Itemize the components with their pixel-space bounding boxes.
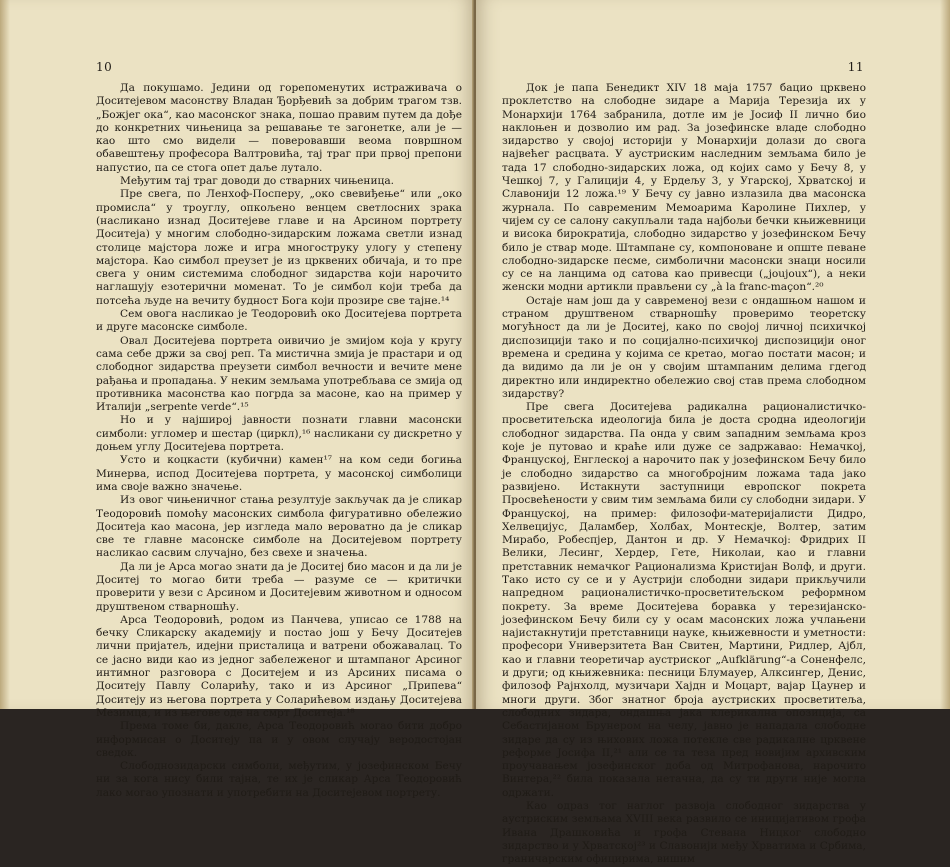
left-paragraph-4: Сем овога насликао је Теодоровић око Доситејева портрета и друге масонске симболе.	[96, 308, 462, 334]
right-paragraph-1: Док је папа Бенедикт XIV 18 маја 1757 бацио црквено проклетство на слободне зидаре а Марија Терезија их у Монархији 1764 забранила, дотле им је Јосиф II лично био наклоњен и дозволио им рад. За јозефинске владе слободно зидарство у својој историји у Монархији долази до свога највећег расцвата. У аустриским наследним земљама било је тада 17 слободно-зидарских ложа, од којих само у Бечу 8, у Чешкој 7, у Галицији 4, у Ердељу 3, у Угарској, Хрватској и Славонији 12 ложа.¹⁹ У Бечу су јавно излазила два масонска журнала. По савременим Мемоарима Каролине Пихлер, у чијем су се салону сакупљали тада најбољи бечки књижевници и висока бирократија, слободно зидарство у јозефинском Бечу било је ствар моде. Штампане су, компоноване и опште певане слободно-зидарске песме, симболични масонски знаци носили су се на ланцима од сатова као привесци („joujoux“), а неки женски модни артикли прављени су „à la franc-maçon“.²⁰	[502, 82, 866, 294]
left-paragraph-8: Из овог чињеничног стања резултује закључак да је сликар Теодоровић помоћу масонских симбола фигуративно обележио Доситеја као масона, јер изгледа мало вероватно да је сликар све те главне масонске симболе на Доситејевом портрету насликао сасвим случајно, без свехе и значења.	[96, 494, 462, 560]
left-paragraph-9: Да ли је Арса могао знати да је Доситеј био масон и да ли је Доситеј то могао бити треба — разуме се — критички проверити у вези с Арсином и Доситејевим животном и односом друштвеном стварношћу.	[96, 560, 462, 613]
left-page-edge	[0, 0, 10, 709]
left-page-text	[96, 82, 462, 800]
right-page	[476, 0, 950, 866]
left-paragraph-5: Овал Доситејева портрета оивичио је змијом која у кругу сама себе држи за свој реп. Та мистична змија је прастари и од слободног зидарства преузети симбол вечности и вечите мене рађања и пропадања. У неким земљама употребљава се змија од противника масонства као погрда за масоне, као на пример у Италији „serpente verde“.¹⁵	[96, 334, 462, 414]
left-page	[0, 0, 474, 799]
left-paragraph-1: Да покушамо. Једини од горепоменутих истраживача о Доситејевом масонству Владан Ђорђевић за добрим трагом тзв. „Божјег ока“, као масонског знака, пошао правим путем да дође до конкретних чињеница за решавање те загонетке, али је — као што смо видели — поверовавши веома површном обавештењу професора Валтровића, тај траг при првој препони напустио, па се стога опет даље лутало.	[96, 82, 462, 174]
right-paragraph-3: Пре свега Доситејева радикална рационалистичко-просветитељска идеологија била је доста сродна идеологији слободног зидарства. Па онда у свим западним земљама кроз које је путовао и краће или дуже се задржавао: Немачкој, Француској, Енглеској а нарочито пак у јозефинском Бечу било је слободно зидарство са многобројним ложама тада јако развијено. Истакнути заступници европског покрета Просвећености у свим тим земљама били су слободни зидари. У Француској, на пример: филозофи-материјалисти Дидро, Хелвецијус, Даламбер, Холбах, Монтескје, Волтер, затим Мирабо, Робеспјер, Дантон и др. У Немачкој: Фридрих II Велики, Лесинг, Хердер, Гете, Николаи, као и главни претставник немачког Рационализма Кристијан Волф, и други. Тако исто су се и у Аустрији слободни зидари прикључили напредном рационалистичко-просветитељском реформном покрету. За време Доситејева боравка у терезијанско-јозефинском Бечу били су у осам масонских ложа учлањени најистакнутији претставници науке, књижевности и уметности: професори Универзитета Ван Свитен, Мартини, Ридлер, Ајбл, као и главни теоретичар аустриског „Aufklärung“-а Соненфелс, и други; од књижевника: песници Блумауер, Алксингер, Денис, филозоф Рајнхолд, музичари Хајдн и Моцарт, вајар Цаунер и многи други. Због знатног броја аустриских просветитеља, слободних зидара, ондашња јака клерикална опозиција, са Себастијаном Брунером на челу, јавно је нападала слободне зидаре да су из њихових ложа потекле све радикалне црквене реформе Јосифа II,²¹ али се та теза пред новијим архивским проучавањем јозефинског доба од Митрофанова, нарочито Винтера,²² била показала нетачна, да су ти други није могла одржати.	[502, 401, 866, 799]
left-paragraph-7: Усто и коцкасти (кубични) камен¹⁷ на ком седи богиња Минерва, испод Доситејева портрета, у масонској симболици има своје важно значење.	[96, 454, 462, 493]
left-paragraph-12: Слободнозидарски симболи, међутим, у јозефинском Бечу ни за кога нису били тајна, те их је сликар Арса Теодоровић лако могао упознати и употребити на Доситејевом портрету.	[96, 760, 462, 799]
right-page-edge	[940, 0, 950, 709]
left-paragraph-3: Пре свега, по Ленхоф-Посперу, „око свевиђење“ или „око промисла“ у троуглу, опкољено венцем светлосних зрака (насликано изнад Доситејеве главе и на Арсином портрету Доситеја) у многим слободно-зидарским ложама светли изнад столице мајстора ложе и игра многоструку улогу у степену мајстора. Као симбол преузет је из црквених обичаја, и то пре свега у оним системима слободног зидарства који нарочито наглашују езотерични моменат. То је симбол који треба да потсећа људе на вечиту будност Бога који прозире све тајне.¹⁴	[96, 188, 462, 307]
right-paragraph-2: Остаје нам још да у савременој вези с ондашњом нашом и страном друштвеном стварношћу проверимо теоретску могућност да ли је Доситеј, како по својој личној психичкој диспозицији тако и по социјално-психичкој диспозицији оног времена и средина у којима се кретао, могао постати масон; и да видимо да ли је он у својим штампаним делима гдегод директно или индиректно обележио свој став према слободном зидарству?	[502, 294, 866, 400]
left-paragraph-11: Према томе би, дакле, Арса Теодоровић могао бити добро информисан о Доситеју па и у овом случају веродостојан сведок.	[96, 720, 462, 759]
left-paragraph-6: Но и у најширој јавности познати главни масонски симболи: угломер и шестар (циркл),¹⁶ насликани су дискретно у доњем углу Доситејева портрета.	[96, 414, 462, 454]
right-page-number: 11	[847, 60, 864, 74]
left-paragraph-10: Арса Теодоровић, родом из Панчева, уписао се 1788 на бечку Сликарску академију и постао још у Бечу Доситејев лични пријатељ, идејни присталица и ватрени обожавалац. То се јасно види као из једног забележеног и штампаног Арсиног интимног разговора с Доситејем и из Арсиних писама о Доситеју Павлу Соларићу, тако и из Арсиног „Припева“ Доситеју из његова портрета у Соларићевом издању Доситејева Мезимца, и из његове оде на смрт Доситеја.¹⁸	[96, 613, 462, 719]
left-page-number: 10	[96, 60, 113, 74]
left-paragraph-2: Међутим тај траг доводи до стварних чињеница.	[120, 175, 395, 188]
right-page-text	[502, 82, 866, 867]
right-paragraph-4: Као одраз тог наглог развоја слободног зидарства у аустриским земљама XVIII века развило се иницијативом грофа Ивана Драшковића и грофа Стевана Ницког слободно зидарство и у Хрватској²³ и Славонији међу Хрватима и Србима, граничарским официрима, вишим	[502, 800, 866, 866]
